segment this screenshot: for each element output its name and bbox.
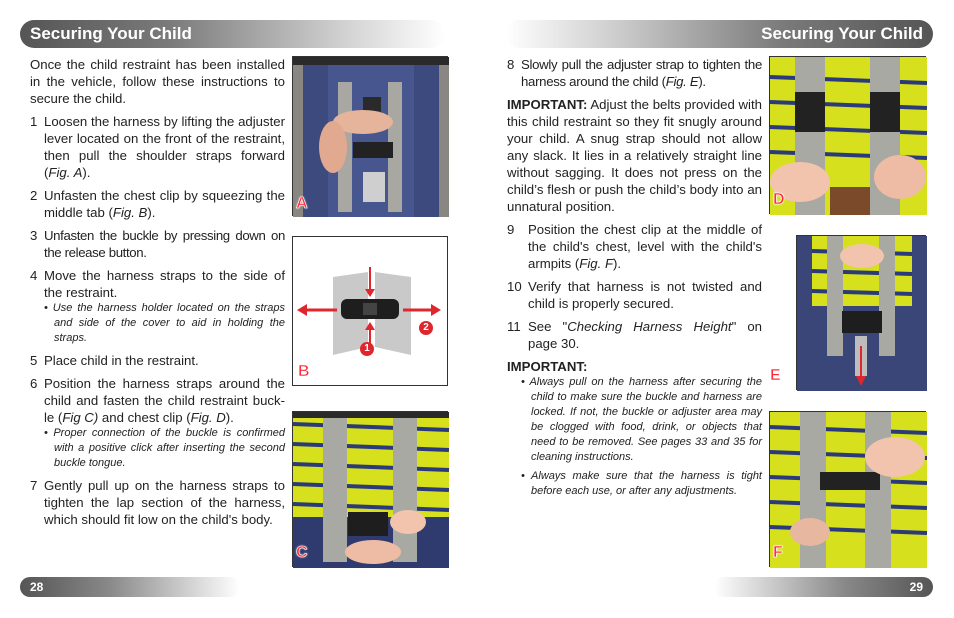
step-4-note: • Use the harness holder located on the straps and side of the cover to aid in holding the straps. <box>44 302 285 344</box>
right-page-header: Securing Your Child <box>505 20 933 48</box>
step-number: 3 <box>30 228 37 243</box>
step-number: 11 <box>507 319 521 334</box>
figure-e <box>770 235 926 390</box>
left-page-header: Securing Your Child <box>20 20 445 48</box>
important-text: Adjust the belts provided with this child restraint so they fit snugly around your child. A snug strap should not allow any slack. It lies in a relatively straight line without sagging. It does not press on the child’s flesh or push the child’s body into an unnatural position. <box>507 97 762 214</box>
step-number: 2 <box>30 188 38 203</box>
step-text-end: " on page 30. <box>528 319 762 351</box>
step-6-note: • Proper connection of the buckle is confirmed with a positive click after inserting the second buckle tongue. <box>44 427 285 469</box>
step-number: 6 <box>30 376 38 391</box>
step-10 <box>507 278 762 312</box>
important-paragraph <box>507 96 762 215</box>
step-text-end: ). <box>147 205 156 220</box>
step-7 <box>30 477 285 528</box>
step-6 <box>30 375 285 426</box>
step-text <box>521 56 762 90</box>
step-text <box>528 221 762 272</box>
important-note-2: • Always make sure that the harness is tight before each use, or after any adjustments. <box>521 470 762 497</box>
fig-ref: Fig. F <box>579 256 613 271</box>
figure-b-badge-2: 2 <box>419 321 433 335</box>
step-text <box>44 113 285 181</box>
step-text: Unfasten the buckle by pressing down on the release button. <box>44 228 285 260</box>
step-number: 1 <box>30 114 38 129</box>
step-5 <box>30 352 285 369</box>
step-1 <box>30 113 285 181</box>
figure-b-illustration <box>293 237 449 387</box>
step-number: 10 <box>507 279 522 294</box>
step-number: 4 <box>30 268 38 283</box>
step-text-end: ). <box>698 74 706 89</box>
figure-d-illustration <box>770 57 927 215</box>
step-number: 7 <box>30 478 38 493</box>
fig-ref: Fig C) <box>62 410 99 425</box>
step-8 <box>507 56 762 90</box>
step-text <box>44 187 285 221</box>
step-text-main: Position the chest clip at the middle of the child's chest, level with the child's armpits ( <box>528 222 762 271</box>
step-text-end: ). <box>613 256 622 271</box>
step-text: Move the harness straps to the side of the restraint. <box>44 268 285 300</box>
step-text-main: Loosen the harness by lifting the adjuster lever located on the front of the restraint, then pull the shoulder straps forward ( <box>44 114 285 180</box>
step-3 <box>30 227 285 261</box>
figure-f <box>769 411 926 567</box>
step-text-main: Slowly pull the adjuster strap to tighten the harness around the child ( <box>521 57 762 89</box>
figure-c <box>292 411 448 567</box>
step-text: Place child in the restraint. <box>44 353 199 368</box>
fig-ref: Checking Harness Height <box>567 319 732 334</box>
step-number: 9 <box>507 222 515 237</box>
step-text-main: See " <box>528 319 568 334</box>
fig-ref: Fig. A <box>48 165 83 180</box>
fig-ref: Fig. B <box>112 205 148 220</box>
figure-a-illustration <box>293 57 449 217</box>
figure-f-label: F <box>773 544 783 561</box>
step-4 <box>30 267 285 301</box>
step-text <box>528 318 762 352</box>
fig-ref: Fig. D <box>190 410 226 425</box>
figure-e-label: E <box>770 367 781 384</box>
intro-paragraph: Once the child restraint has been installed in the vehicle, follow these instructions to secure the child. <box>30 57 285 106</box>
figure-c-illustration <box>293 412 449 568</box>
step-number: 8 <box>507 57 515 72</box>
step-9 <box>507 221 762 272</box>
step-2 <box>30 187 285 221</box>
fig-ref: Fig. E <box>665 74 699 89</box>
step-text: Verify that harness is not twisted and child is properly secured. <box>528 279 762 311</box>
figure-b-badge-1: 1 <box>360 342 374 356</box>
step-text: Gently pull up on the harness straps to tighten the lap section of the harness, which should fit low on the child's body. <box>44 478 285 527</box>
important-note-1: • Always pull on the harness after securing the child to make sure the buckle and harness are locked. If not, the buckle or adjuster area may be clogged with food, drink, or objects that need to be removed. See pages 33 and 35 for cleaning instructions. <box>521 376 762 463</box>
step-text-main: Position the harness straps around the child and fasten the child restraint buck-le ( <box>44 376 285 425</box>
right-text-column <box>507 56 762 499</box>
figure-d <box>769 56 926 214</box>
important-label: IMPORTANT: <box>507 97 588 112</box>
figure-b <box>292 236 448 386</box>
step-text-mid: and chest clip ( <box>98 410 191 425</box>
step-number: 5 <box>30 353 38 368</box>
step-text-end: ). <box>225 410 234 425</box>
right-page-number: 29 <box>714 577 933 597</box>
step-11 <box>507 318 762 352</box>
figure-c-label: C <box>296 544 308 561</box>
left-page-number: 28 <box>20 577 240 597</box>
figure-d-label: D <box>773 191 785 208</box>
step-text <box>44 375 285 426</box>
figure-b-label: B <box>298 363 310 380</box>
figure-a-label: A <box>296 195 308 212</box>
step-text-end: ). <box>82 165 91 180</box>
figure-f-illustration <box>770 412 927 568</box>
left-text-column <box>30 56 285 528</box>
important-heading: IMPORTANT: <box>507 359 588 374</box>
figure-e-illustration <box>797 236 927 391</box>
figure-a <box>292 56 448 216</box>
step-text-main: Unfasten the chest clip by squeezing the middle tab ( <box>44 188 285 220</box>
